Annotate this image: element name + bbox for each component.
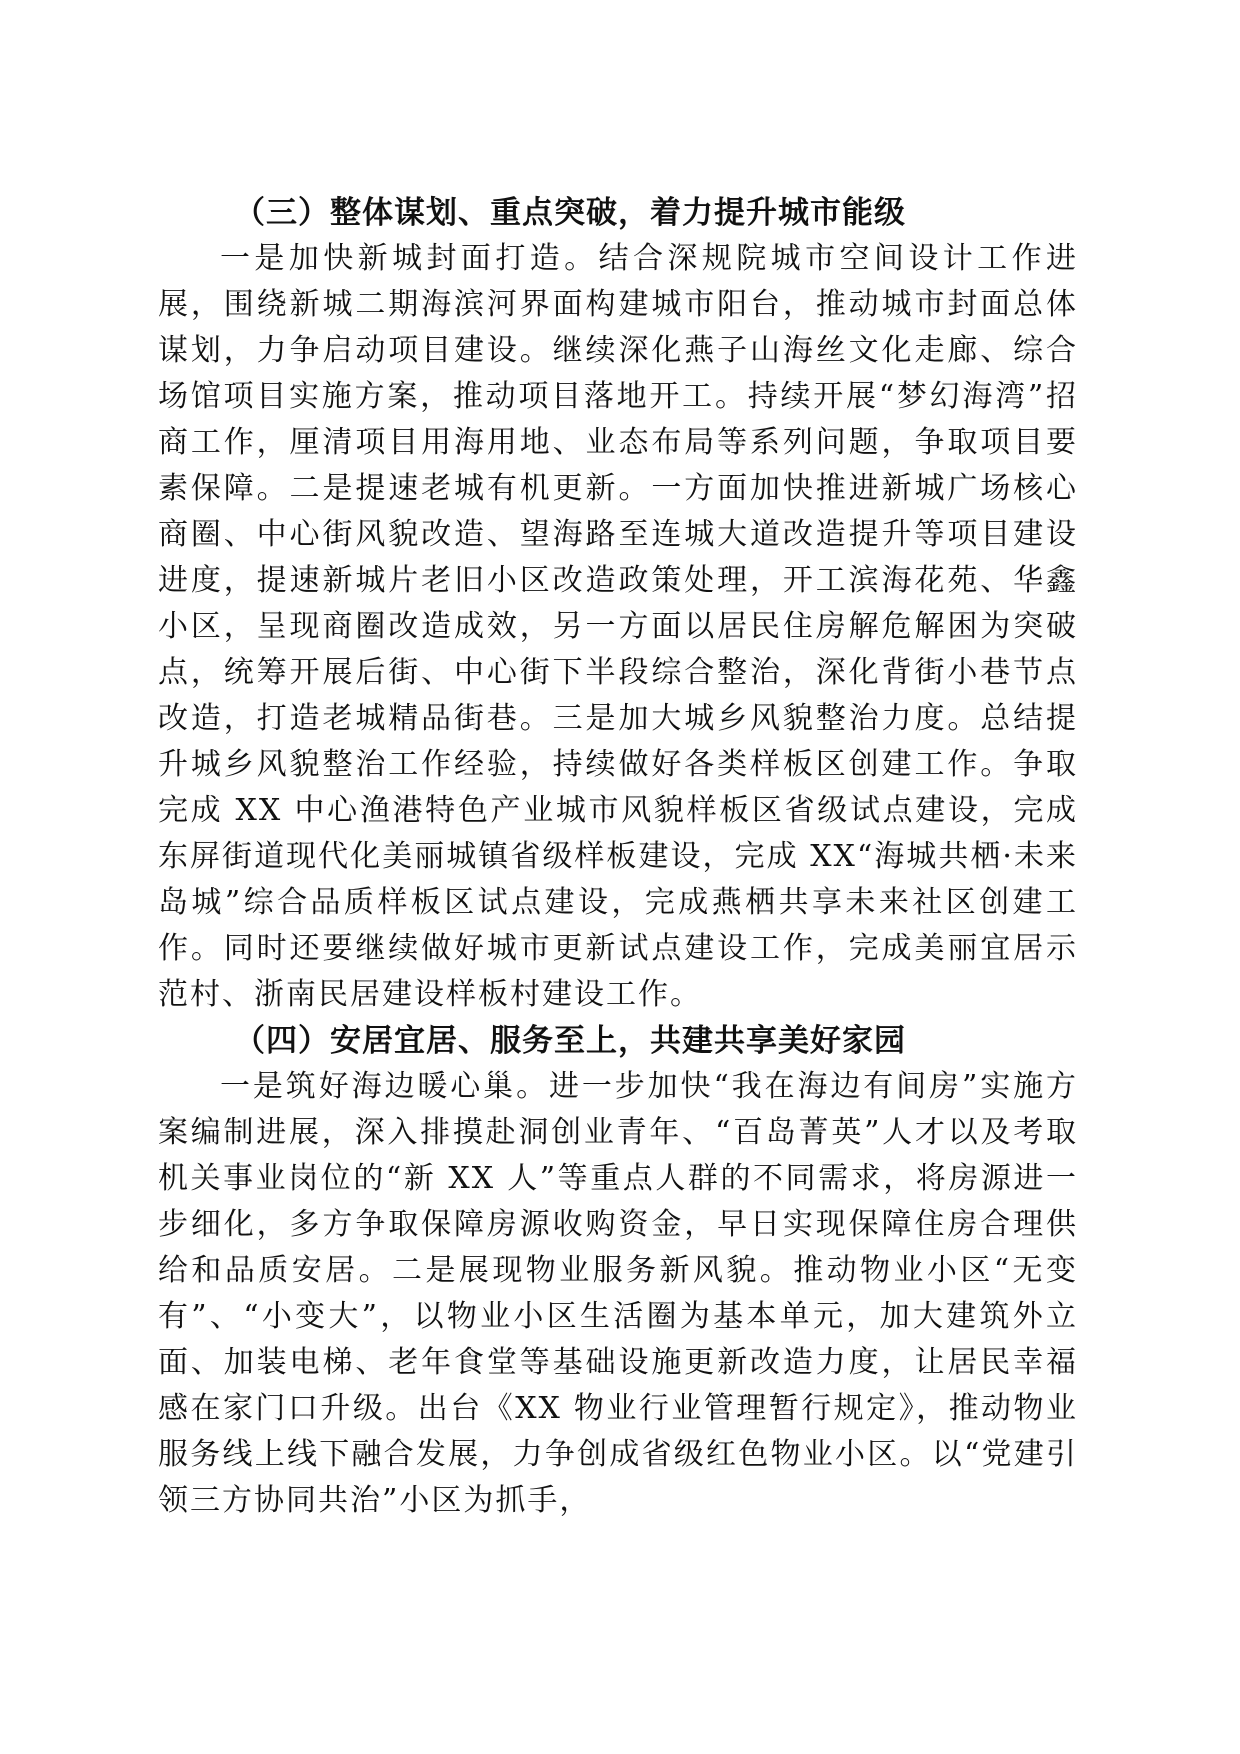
section-heading-4: （四）安居宜居、服务至上，共建共享美好家园 [234,1023,906,1059]
section-heading-3: （三）整体谋划、重点突破，着力提升城市能级 [234,195,906,231]
document-body [158,190,1078,1524]
section-paragraph-4: 一是筑好海边暖心巢。进一步加快“我在海边有间房”实施方案编制进展，深入排摸赴洞创业青年、“百岛菁英”人才以及考取机关事业岗位的“新 XX 人”等重点人群的不同需求，将房源进一步细化，多方争取保障房源收购资金，早日实现保障住房合理供给和品质安居。二是展现物业服务新风貌。推动物业小区“无变有”、“小变大”，以物业小区生活圈为基本单元，加大建筑外立面、加装电梯、老年食堂等基础设施更新改造力度，让居民幸福感在家门口升级。出台《XX 物业行业管理暂行规定》，推动物业服务线上线下融合发展，力争创成省级红色物业小区。以“党建引领三方协同共治”小区为抓手， [158,1069,1078,1518]
section-paragraph-3: 一是加快新城封面打造。结合深规院城市空间设计工作进展，围绕新城二期海滨河界面构建城市阳台，推动城市封面总体谋划，力争启动项目建设。继续深化燕子山海丝文化走廊、综合场馆项目实施方案，推动项目落地开工。持续开展“梦幻海湾”招商工作，厘清项目用海用地、业态布局等系列问题，争取项目要素保障。二是提速老城有机更新。一方面加快推进新城广场核心商圈、中心街风貌改造、望海路至连城大道改造提升等项目建设进度，提速新城片老旧小区改造政策处理，开工滨海花苑、华鑫小区，呈现商圈改造成效，另一方面以居民住房解危解困为突破点，统筹开展后街、中心街下半段综合整治，深化背街小巷节点改造，打造老城精品街巷。三是加大城乡风貌整治力度。总结提升城乡风貌整治工作经验，持续做好各类样板区创建工作。争取完成 XX 中心渔港特色产业城市风貌样板区省级试点建设，完成东屏街道现代化美丽城镇省级样板建设，完成 XX“海城共栖·未来岛城”综合品质样板区试点建设，完成燕栖共享未来社区创建工作。同时还要继续做好城市更新试点建设工作，完成美丽宜居示范村、浙南民居建设样板村建设工作。 [158,241,1078,1012]
